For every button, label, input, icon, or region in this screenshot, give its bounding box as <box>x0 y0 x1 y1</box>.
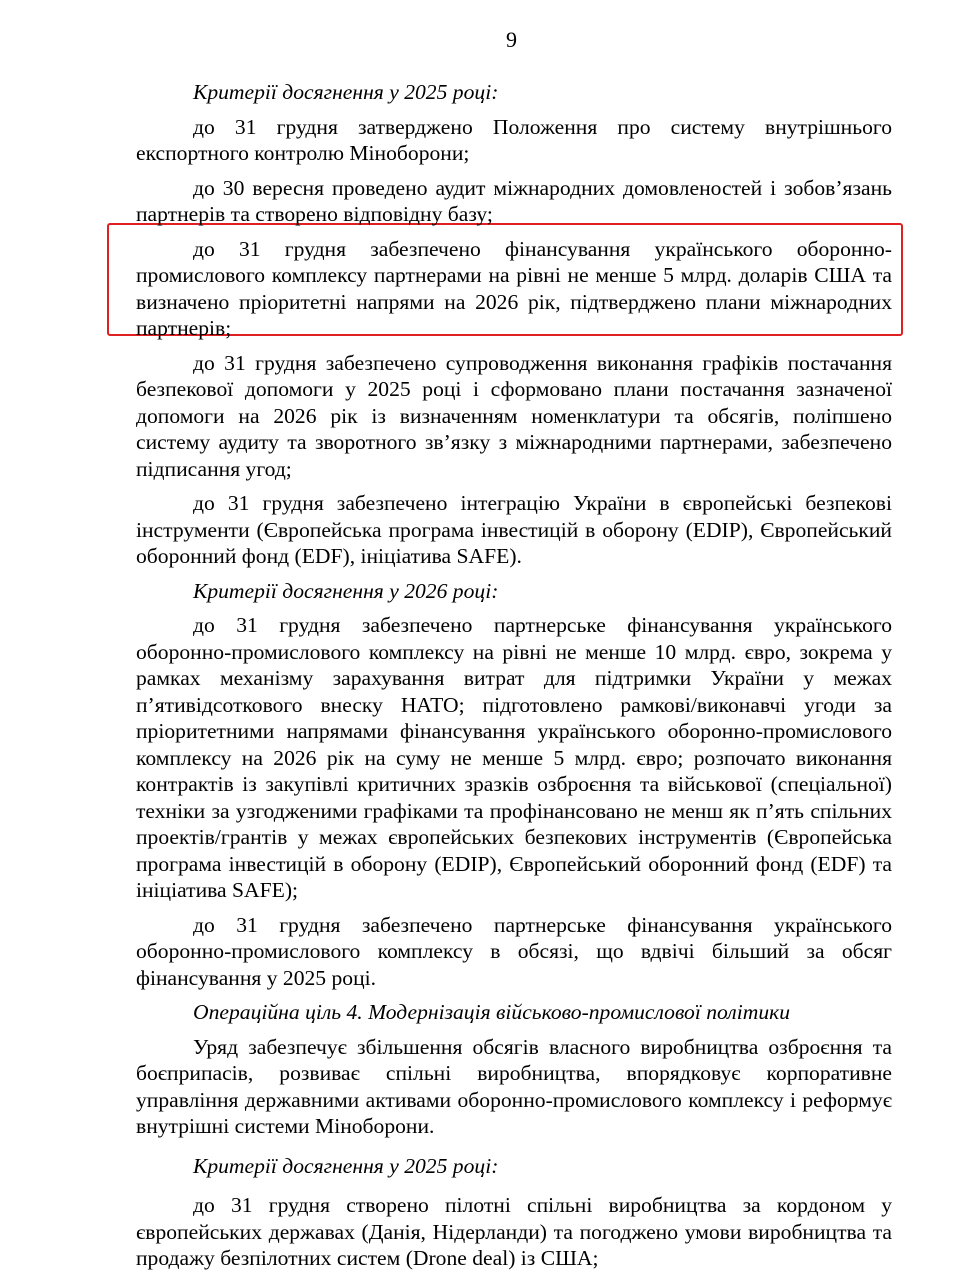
criteria-heading-2026: Критерії досягнення у 2026 році: <box>193 578 499 603</box>
paragraph-eu-integration: до 31 грудня забезпечено інтеграцію України в європейські безпекові інструменти (Європейська програма інвестицій в оборону (EDIP), Європейський оборонний фонд (EDF), ініціатива SAFE). <box>136 491 892 568</box>
paragraph-financing-highlighted: до 31 грудня забезпечено фінансування українського оборонно-промислового комплексу партнерами на рівні не менше 5 млрд. доларів США та визначено пріоритетні напрями на 2026 рік, підтверджено плани міжнародних партнерів; <box>136 236 892 340</box>
paragraph-joint-production: до 31 грудня створено пілотні спільні виробництва за кордоном у європейських державах (Данія, Нідерланди) та погоджено умови виробництва та продажу безпілотних систем (Drone deal) із США; <box>136 1193 892 1270</box>
paragraph-audit: до 30 вересня проведено аудит міжнародних домовленостей і зобов’язань партнерів та створено відповідну базу; <box>136 175 892 226</box>
criteria-heading-2025-second: Критерії досягнення у 2025 році: <box>193 1153 499 1178</box>
criteria-heading-2025: Критерії досягнення у 2025 році: <box>193 80 499 104</box>
paragraph-partner-financing-2026: до 31 грудня забезпечено партнерське фінансування українського оборонно-промислового комплексу на рівні не менше 10 млрд. євро, зокрема у рамках механізму зарахування витрат для підтримки України у межах п’ятивідсоткового внеску НАТО; підготовлено рамкові/виконавчі угоди за пріоритетними напрямами фінансування українського оборонно-промислового комплексу на 2026 рік на суму не менше 5 млрд. євро; розпочато виконання контрактів із закупівлі критичних зразків озброєння та військової (спеціальної) техніки за узгодженими графіками та профінансовано не менш як п’ять спільних проектів/грантів у межах європейських безпекових інструментів (Європейська програма інвестицій в оборону (EDIP), Європейський оборонний фонд (EDF) та ініціатива SAFE); <box>136 613 892 902</box>
paragraph-double-financing: до 31 грудня забезпечено партнерське фінансування українського оборонно-промислового комплексу в обсязі, що вдвічі більший за обсяг фінансування у 2025 році. <box>136 912 892 990</box>
paragraph-government-production: Уряд забезпечує збільшення обсягів власного виробництва озброєння та боєприпасів, розвиває спільні виробництва, впорядковує корпоративне управління державними активами оборонно-промислового комплексу і реформує внутрішні системи Міноборони. <box>136 1034 892 1138</box>
page-number: 9 <box>506 27 517 52</box>
paragraph-security-assistance: до 31 грудня забезпечено супроводження виконання графіків постачання безпекової допомоги у 2025 році і сформовано плани постачання зазначеної допомоги на 2026 рік із визначенням номенклатури та обсягів, поліпшено систему аудиту та зворотного зв’язку з міжнародними партнерами, забезпечено підписання угод; <box>136 350 892 481</box>
paragraph-export-control: до 31 грудня затверджено Положення про систему внутрішнього експортного контролю Міноборони; <box>136 114 892 165</box>
operational-goal-4-heading: Операційна ціль 4. Модернізація військово-промислової політики <box>193 1000 791 1024</box>
document-body <box>136 79 892 1272</box>
